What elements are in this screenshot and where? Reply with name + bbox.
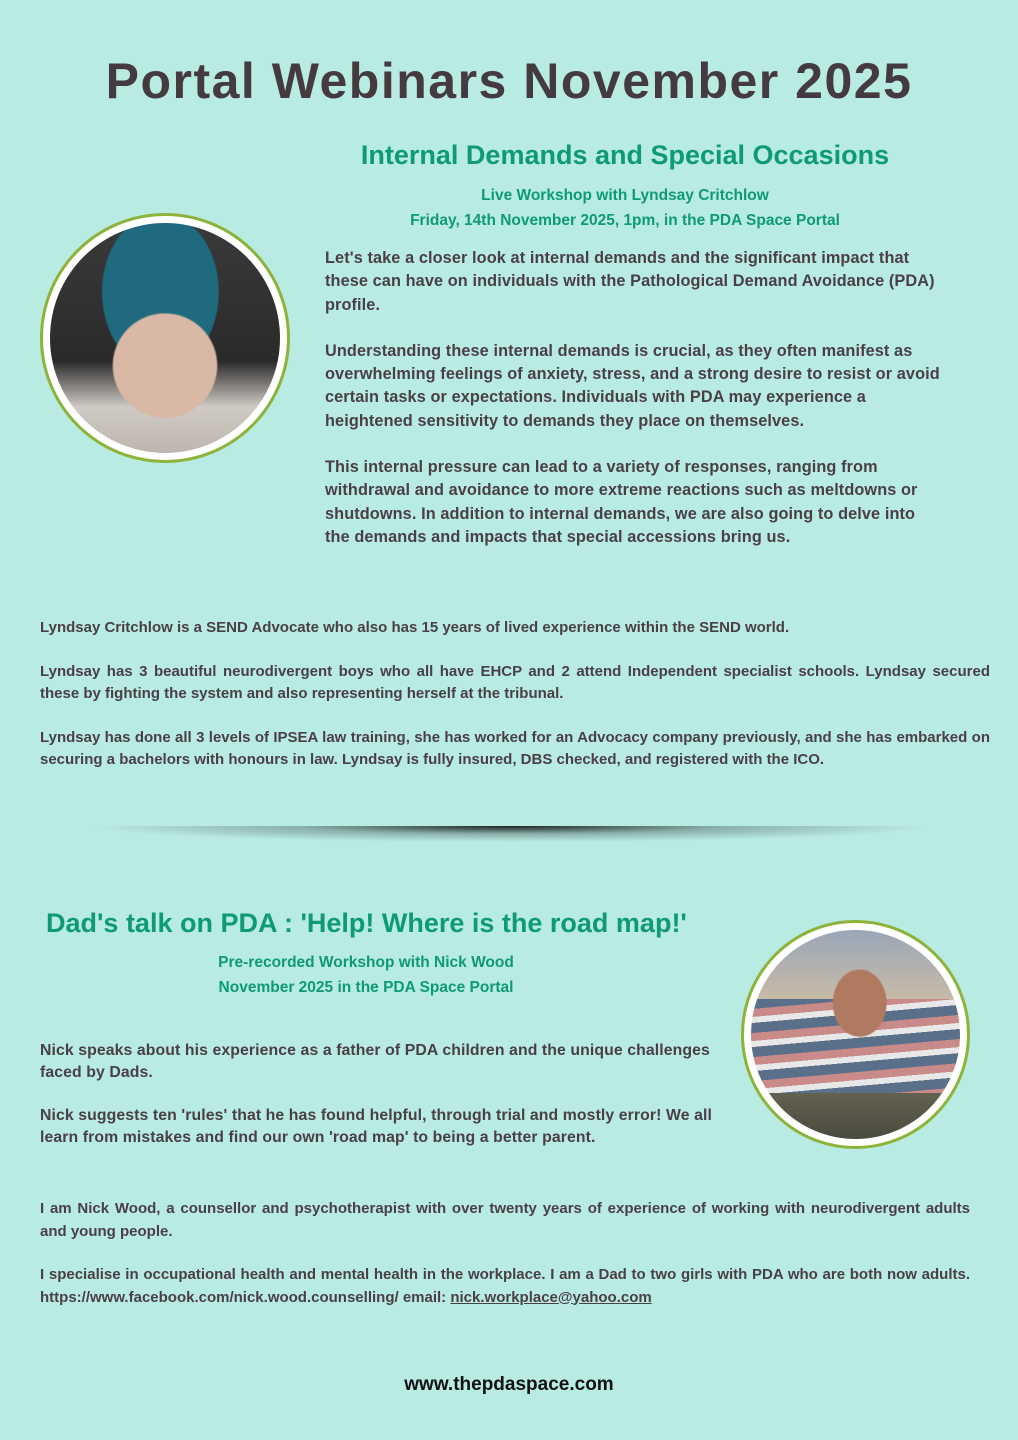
bio-paragraph: Lyndsay has done all 3 levels of IPSEA law training, she has worked for an Advocacy company previously, and she has embarked on securing a bachelors with honours in law. Lyndsay is fully insured, DBS checked, and registered with the ICO.	[40, 728, 990, 768]
webinar1-date: Friday, 14th November 2025, 1pm, in the PDA Space Portal	[410, 212, 840, 229]
bio-paragraph: I am Nick Wood, a counsellor and psychotherapist with over twenty years of experience of working with neurodivergent adults and young people.	[40, 1200, 970, 1240]
lyndsay-photo	[40, 213, 290, 463]
paragraph: Understanding these internal demands is crucial, as they often manifest as overwhelming feelings of anxiety, stress, and a strong desire to resist or avoid certain tasks or expectations. Individuals with PDA may experience a heightened sensitivity to demands they place on themselves.	[325, 341, 940, 430]
paragraph: This internal pressure can lead to a variety of responses, ranging from withdrawal and avoidance to more extreme reactions such as meltdowns or shutdowns. In addition to internal demands, we are also going to delve into the demands and impacts that special accessions bring us.	[325, 458, 918, 546]
webinar2-description	[40, 1040, 730, 1172]
webinar2-bio	[40, 1198, 970, 1332]
webinar1-bio	[40, 617, 990, 795]
webinar2-date: November 2025 in the PDA Space Portal	[218, 979, 514, 996]
paragraph: Nick speaks about his experience as a father of PDA children and the unique challenges faced by Dads.	[40, 1042, 710, 1081]
bio-text: I specialise in occupational health and mental health in the workplace. I am a Dad to two girls with PDA who are both now adults. https://www.facebook.com/nick.wood.counselling/ email:	[40, 1266, 970, 1306]
email-link[interactable]: nick.workplace@yahoo.com	[450, 1288, 652, 1306]
webinar2-subtitle	[166, 950, 566, 1000]
section-divider	[90, 826, 930, 866]
paragraph: Nick suggests ten 'rules' that he has found helpful, through trial and mostly error! We all learn from mistakes and find our own 'road map' to being a better parent.	[40, 1107, 712, 1146]
webinar2-presenter: Pre-recorded Workshop with Nick Wood	[218, 954, 514, 971]
nick-photo	[741, 920, 970, 1149]
paragraph: Let's take a closer look at internal demands and the significant impact that these can have on individuals with the Pathological Demand Avoidance (PDA) profile.	[325, 249, 935, 314]
bio-paragraph	[40, 1264, 970, 1309]
webinar2-heading: Dad's talk on PDA : 'Help! Where is the road map!'	[46, 908, 687, 938]
page-title: Portal Webinars November 2025	[105, 53, 913, 109]
webinar1-description	[325, 247, 940, 572]
bio-paragraph: Lyndsay has 3 beautiful neurodivergent boys who all have EHCP and 2 attend Independent specialist schools. Lyndsay secured these by fighting the system and also representing herself at the tribunal.	[40, 662, 990, 702]
footer-website[interactable]: www.thepdaspace.com	[404, 1374, 614, 1395]
webinar1-presenter: Live Workshop with Lyndsay Critchlow	[481, 187, 769, 204]
bio-paragraph: Lyndsay Critchlow is a SEND Advocate who also has 15 years of lived experience within the SEND world.	[40, 619, 790, 636]
webinar1-subtitle	[325, 183, 925, 233]
webinar1-heading: Internal Demands and Special Occasions	[360, 140, 890, 170]
